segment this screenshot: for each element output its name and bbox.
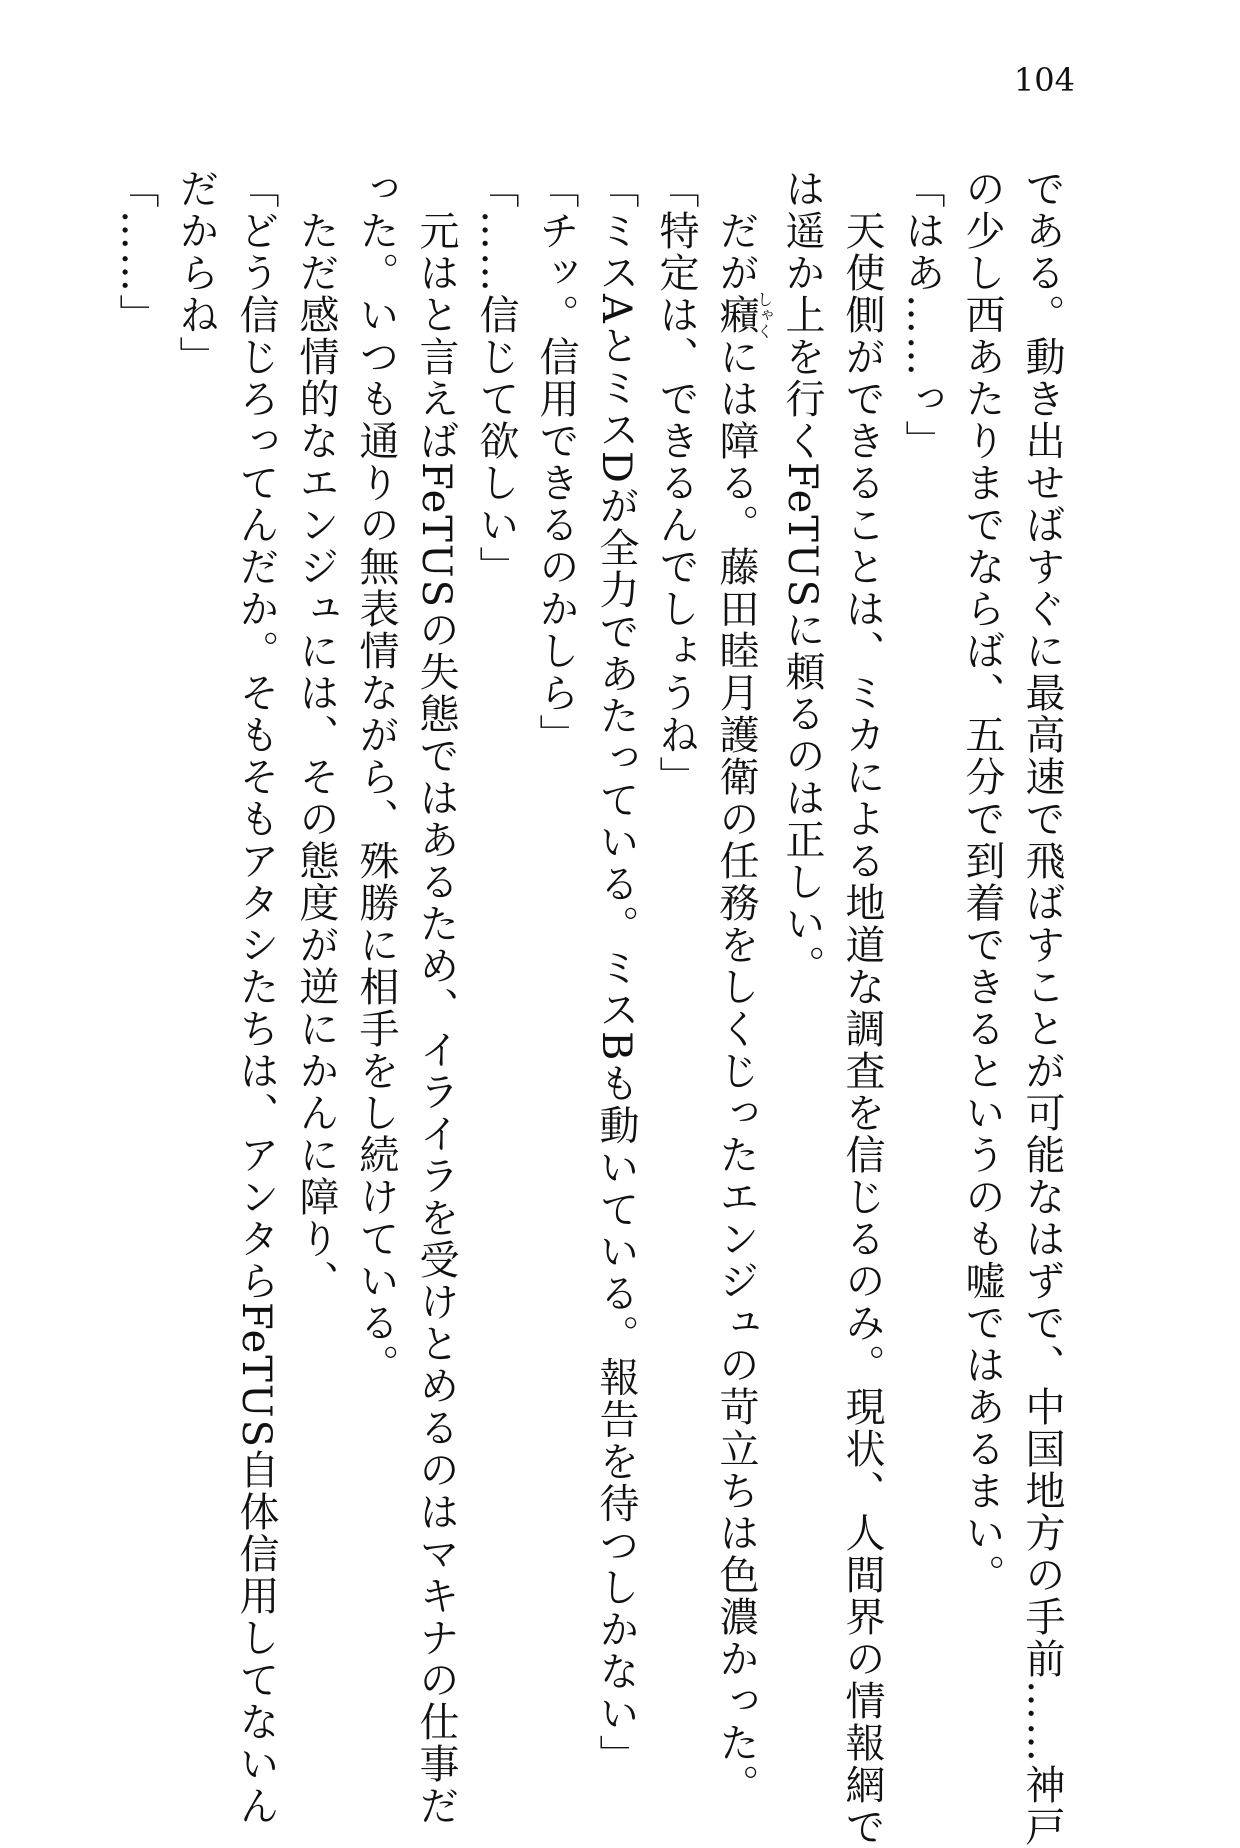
- text-line: 「……」: [113, 168, 159, 336]
- text-line: 天使側ができることは、ミカによる地道な調査を信じるのみ。現状、人間界の情報網で: [839, 168, 885, 1848]
- text-line: ただ感情的なエンジュには、その態度が逆にかんに障り、: [293, 168, 339, 1302]
- text-line: だからね」: [173, 168, 219, 378]
- text-line: 「ミスAとミスDが全力であたっている。ミスBも動いている。報告を待つしかない」: [593, 168, 639, 1777]
- text-line: 「チッ。信用できるのかしら」: [533, 168, 579, 756]
- text-line: 「どう信じろってんだか。そもそもアタシたちは、アンタらFeTUS自体信用してないん: [233, 168, 279, 1828]
- text-line: 元はと言えばFeTUSの失態ではあるため、イライラを受けとめるのはマキナの仕事だ: [413, 168, 459, 1828]
- text-line: の少し西あたりまでならば、五分で到着できるというのも嘘ではあるまい。: [959, 168, 1005, 1596]
- page-number: 104: [1013, 61, 1075, 99]
- text-line: 「はあ……っ」: [899, 168, 945, 462]
- vertical-text-body: [106, 168, 1072, 1848]
- text-fragment: だが: [713, 168, 759, 294]
- text-line: った。いつも通りの無表情ながら、殊勝に相手をし続けている。: [353, 168, 399, 1386]
- text-line: である。動き出せばすぐに最高速で飛ばすことが可能なはずで、中国地方の手前……神戸: [1019, 168, 1065, 1848]
- text-fragment: には障る。藤田睦月護衛の任務をしくじったエンジュの苛立ちは色濃かった。: [713, 336, 759, 1806]
- text-line: 「特定は、できるんでしょうね」: [653, 168, 699, 798]
- text-line-with-ruby: [706, 168, 774, 1806]
- text-line: 「……信じて欲しい」: [473, 168, 519, 588]
- ruby-reading: しゃく: [754, 291, 774, 339]
- text-line: は遥か上を行くFeTUSに頼るのは正しい。: [779, 168, 825, 988]
- ruby-annotation: [713, 291, 774, 339]
- ruby-base: 癪: [713, 291, 759, 339]
